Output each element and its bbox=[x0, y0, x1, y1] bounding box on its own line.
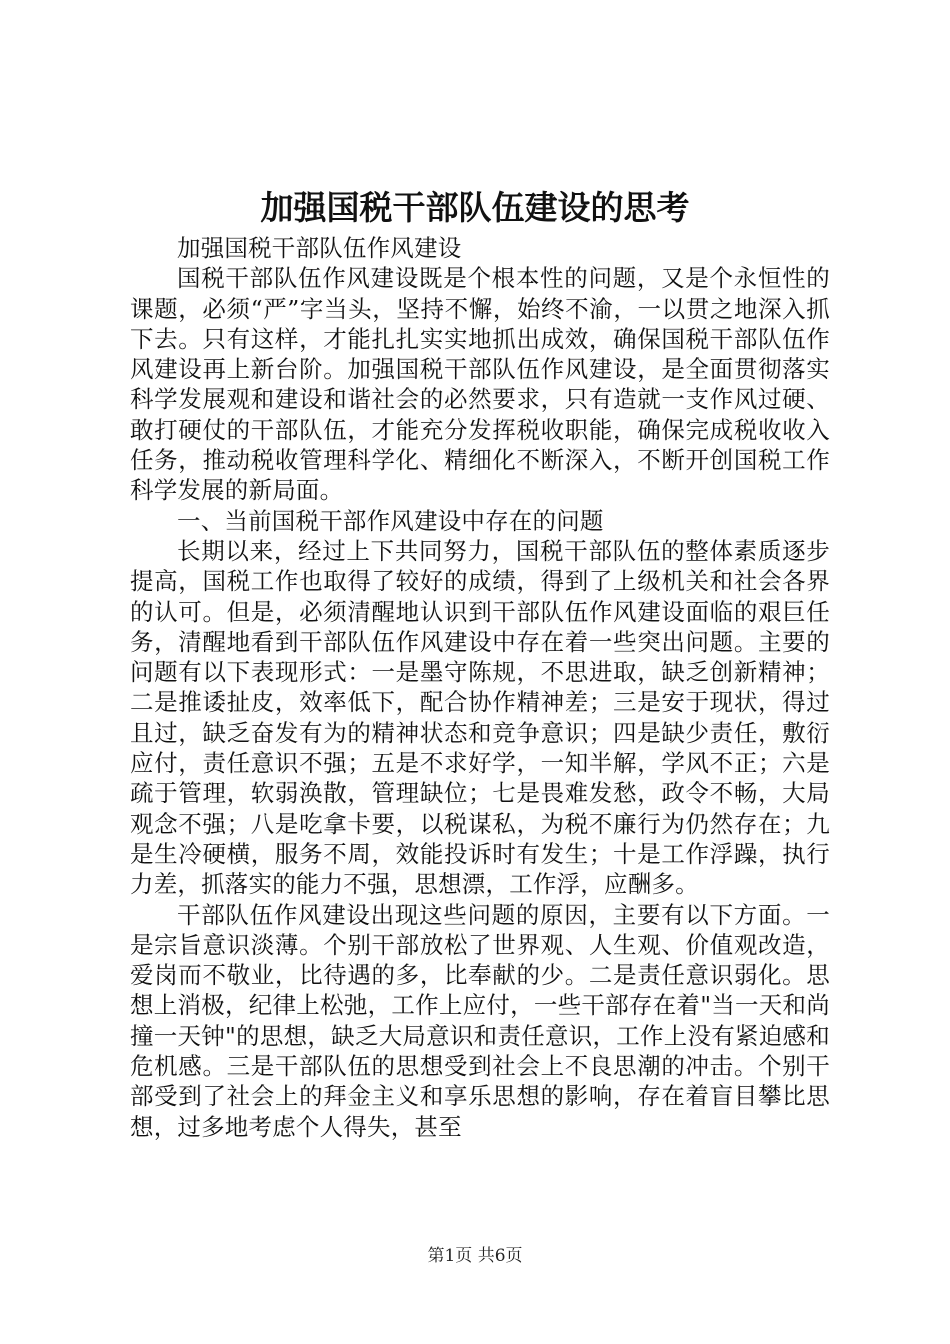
body-paragraph: 国税干部队伍作风建设既是个根本性的问题，又是个永恒性的课题，必须“严”字当头，坚持不懈，始终不渝，一以贯之地深入抓下去。只有这样，才能扎扎实实地抓出成效，确保国税干部队伍作风建设再上新台阶。加强国税干部队伍作风建设，是全面贯彻落实科学发展观和建设和谐社会的必然要求，只有造就一支作风过硬、敢打硬仗的干部队伍，才能充分发挥税收职能，确保完成税收收入任务，推动税收管理科学化、精细化不断深入，不断开创国税工作科学发展的新局面。 bbox=[130, 264, 830, 505]
section-heading-paragraph: 一、当前国税干部作风建设中存在的问题 bbox=[177, 506, 604, 535]
body-paragraph: 长期以来，经过上下共同努力，国税干部队伍的整体素质逐步提高，国税工作也取得了较好的成绩，得到了上级机关和社会各界的认可。但是，必须清醒地认识到干部队伍作风建设面临的艰巨任务，清醒地看到干部队伍作风建设中存在着一些突出问题。主要的问题有以下表现形式：一是墨守陈规，不思进取，缺乏创新精神；二是推诿扯皮，效率低下，配合协作精神差；三是安于现状，得过且过，缺乏奋发有为的精神状态和竞争意识；四是缺少责任，敷衍应付，责任意识不强；五是不求好学，一知半解，学风不正；六是疏于管理，软弱涣散，管理缺位；七是畏难发愁，政令不畅，大局观念不强；八是吃拿卡要，以税谋私，为税不廉行为仍然存在；九是生冷硬横，服务不周，效能投诉时有发生；十是工作浮躁，执行力差，抓落实的能力不强，思想漂，工作浮，应酬多。 bbox=[130, 536, 830, 899]
body-paragraph: 干部队伍作风建设出现这些问题的原因，主要有以下方面。一是宗旨意识淡薄。个别干部放松了世界观、人生观、价值观改造，爱岗而不敬业，比待遇的多，比奉献的少。二是责任意识弱化。思想上消极，纪律上松弛，工作上应付，一些干部存在着"当一天和尚撞一天钟"的思想，缺乏大局意识和责任意识，工作上没有紧迫感和危机感。三是干部队伍的思想受到社会上不良思潮的冲击。个别干部受到了社会上的拜金主义和享乐思想的影响，存在着盲目攀比思想，过多地考虑个人得失，甚至 bbox=[130, 900, 830, 1141]
document-body bbox=[130, 233, 830, 1142]
page-number-footer: 第1页 共6页 bbox=[427, 1246, 523, 1266]
subheading-paragraph: 加强国税干部队伍作风建设 bbox=[177, 234, 462, 262]
document-title: 加强国税干部队伍建设的思考 bbox=[260, 188, 690, 227]
